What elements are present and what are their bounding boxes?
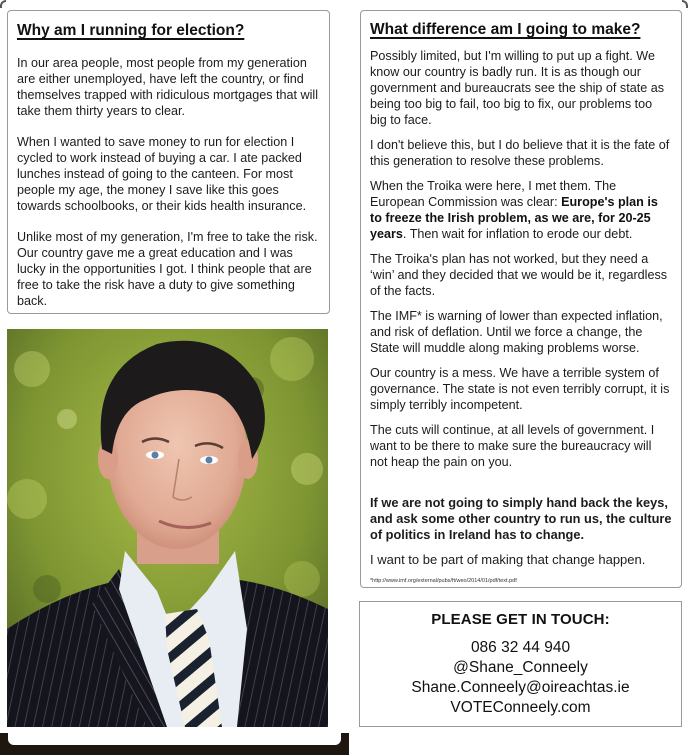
why-running-heading: Why am I running for election?	[17, 22, 245, 39]
iris	[152, 452, 159, 459]
contact-website: VOTEConneely.com	[450, 699, 591, 716]
difference-paragraph: Possibly limited, but I'm willing to put up a fight. We know our country is badly run. It is as though our government and bureaucrats see the ship of state as being too big to fail, too big to fix, our problems too big to face.	[370, 49, 665, 127]
iris	[206, 457, 213, 464]
difference-paragraph: Our country is a mess. We have a terrible system of governance. The state is not even terribly corrupt, it is simply terribly incompetent.	[370, 366, 670, 412]
troika-text-end: . Then wait for inflation to erode our debt.	[402, 227, 633, 241]
page-corner-mark	[0, 0, 6, 8]
difference-paragraph: The cuts will continue, at all levels of government. I want to be there to make sure the bureaucracy will not heap the pain on you.	[370, 423, 655, 469]
difference-paragraph: I don't believe this, but I do believe that it is the fate of this generation to resolve these problems.	[370, 138, 670, 168]
difference-panel	[360, 10, 682, 588]
difference-heading: What difference am I going to make?	[370, 21, 641, 38]
difference-paragraph	[370, 178, 672, 242]
troika-text: When the Troika were here, I met them. The European Commission was clear:	[370, 179, 617, 209]
contact-email: Shane.Conneely@oireachtas.ie	[411, 679, 630, 696]
contact-twitter: @Shane_Conneely	[453, 659, 588, 676]
difference-paragraph: The Troika's plan has not worked, but they need a ‘win’ and they decided that we would be it, regardless of the facts.	[370, 252, 668, 298]
troika-bold-quote: Europe's plan is to freeze the Irish problem, as we are, for 20-25 years	[370, 195, 658, 241]
page-corner-mark	[682, 0, 688, 8]
why-paragraph: In our area people, most people from my generation are either unemployed, have left the country, or find themselves trapped with ridiculous mortgages that will take them thirty years to clear.	[17, 56, 318, 118]
why-running-panel	[7, 10, 330, 314]
why-paragraph: Unlike most of my generation, I'm free to take the risk. Our country gave me a great education and I was lucky in the opportunities I got. I think people that are free to take the risk have a duty to give something back.	[17, 230, 318, 308]
difference-paragraph: The IMF* is warning of lower than expected inflation, and risk of deflation. Until we force a change, the State will muddle along making problems worse.	[370, 309, 663, 355]
candidate-portrait	[7, 329, 328, 727]
culture-change-statement: If we are not going to simply hand back the keys, and ask some other country to run us, the culture of politics in Ireland has to change.	[370, 495, 672, 542]
bottom-dark-strip	[0, 733, 349, 755]
contact-panel	[359, 601, 682, 727]
contact-phone: 086 32 44 940	[470, 639, 571, 656]
closing-statement: I want to be part of making that change happen.	[370, 552, 646, 567]
imf-footnote: *http://www.imf.org/external/pubs/ft/weo/2014/01/pdf/text.pdf	[370, 578, 517, 584]
why-paragraph: When I wanted to save money to run for election I cycled to work instead of buying a car. I ate packed lunches instead of going to the canteen. For most people my age, the money I save like this goes towards schoolbooks, or their kids health insurance.	[17, 135, 307, 213]
contact-heading: PLEASE GET IN TOUCH:	[431, 611, 610, 628]
bottom-card-edge	[8, 727, 341, 745]
